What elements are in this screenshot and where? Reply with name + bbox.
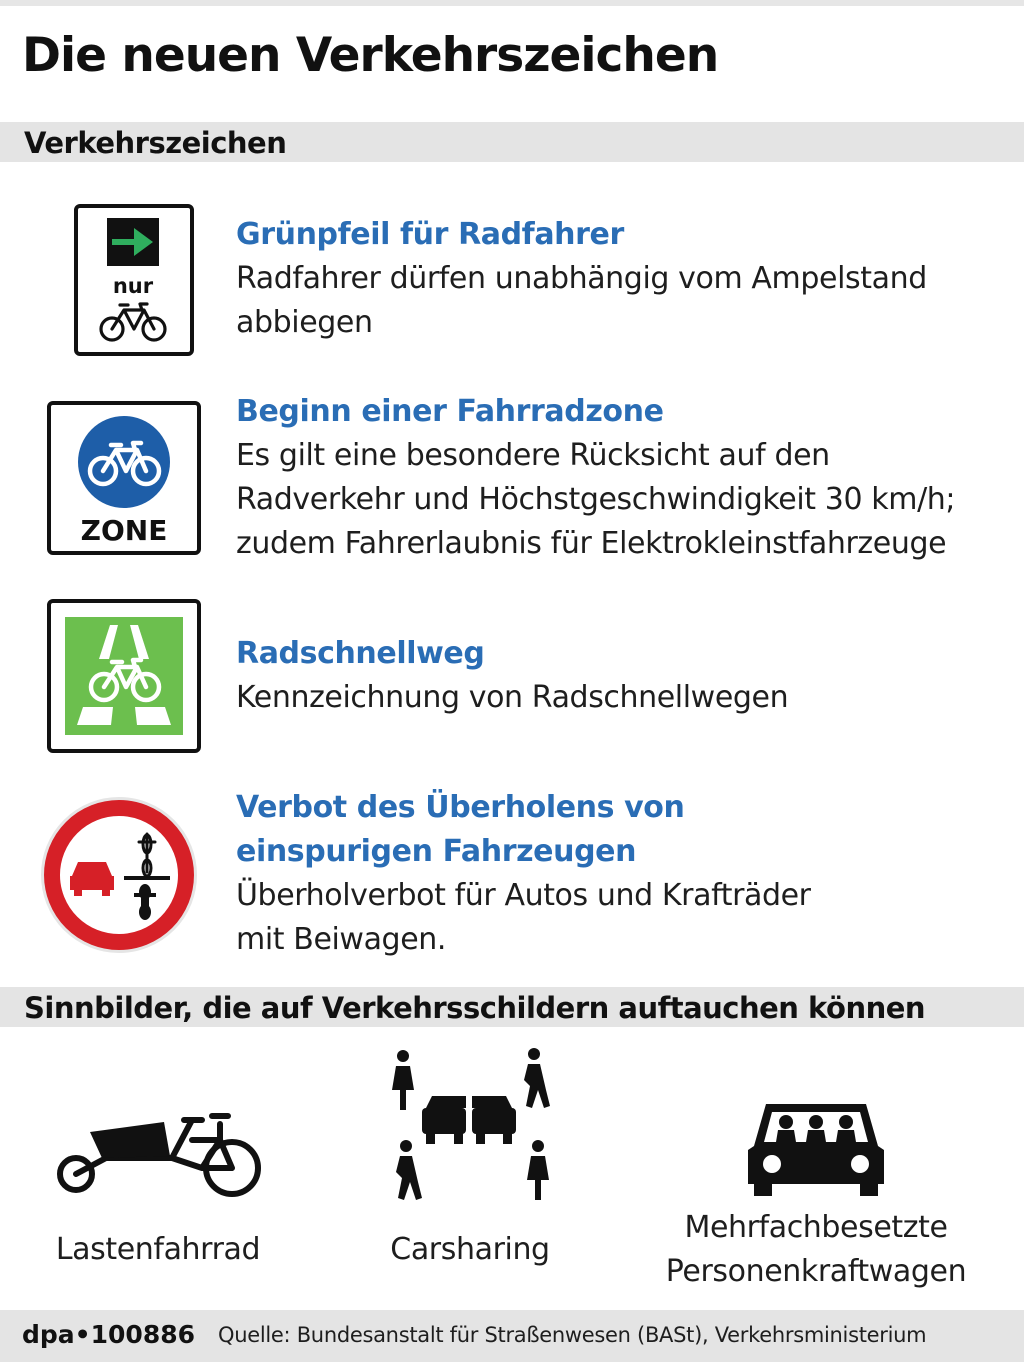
sign-heading: Radschnellweg [236,636,485,671]
sign-description-line: Es gilt eine besondere Rücksicht auf den [236,438,830,473]
sign-description-line: abbiegen [236,305,373,340]
sign-heading: Grünpfeil für Radfahrer [236,217,624,252]
footer [0,1310,1024,1362]
green-arrow-cyclist-sign [74,204,194,356]
bicycle-zone-sign [47,401,201,555]
sign-heading: Beginn einer Fahrradzone [236,394,664,429]
section-label: Verkehrszeichen [24,126,287,160]
sign-description-line: zudem Fahrerlaubnis für Elektrokleinstfahrzeuge [236,526,947,561]
bicycle-expressway-sign [47,599,201,753]
page-title: Die neuen Verkehrszeichen [22,28,719,83]
sign-info-expressway [236,632,1006,720]
symbol-caption [646,1206,986,1294]
section-header-symbols [0,987,1024,1027]
section-header-traffic-signs [0,122,1024,162]
symbol-caption-line: Lastenfahrrad [55,1232,261,1267]
no-overtaking-single-track-sign [38,794,200,956]
cargo-bike-icon [52,1102,264,1202]
symbol-caption [54,1228,262,1272]
sign-description-line: Radfahrer dürfen unabhängig vom Ampelstand [236,261,927,296]
sign-description-line: Kennzeichnung von Radschnellwegen [236,680,789,715]
sign-info-green-arrow [236,213,1006,345]
symbol-caption-line: Carsharing [390,1232,550,1267]
sign-info-no-overtaking [236,786,1006,962]
sign-text-zone: ZONE [80,514,168,547]
footer-brand: dpa•100886 [22,1320,196,1349]
symbol-caption [370,1228,570,1272]
symbol-caption-line: Personenkraftwagen [665,1254,967,1289]
sign-text-nur: nur [112,274,154,298]
symbol-caption-line: Mehrfachbesetzte [684,1210,948,1245]
sign-info-bicycle-zone [236,390,1006,566]
top-rule [0,0,1024,6]
footer-source: Quelle: Bundesanstalt für Straßenwesen (BASt), Verkehrsministerium [218,1323,927,1347]
section-label: Sinnbilder, die auf Verkehrsschildern auftauchen können [24,991,926,1025]
sign-heading: Verbot des Überholens von [236,790,685,825]
sign-description-line: mit Beiwagen. [236,922,447,957]
carsharing-icon [386,1046,556,1208]
multi-occupant-car-icon [744,1090,888,1198]
sign-description-line: Überholverbot für Autos und Krafträder [236,878,811,913]
sign-heading: einspurigen Fahrzeugen [236,834,637,869]
sign-description-line: Radverkehr und Höchstgeschwindigkeit 30 km/h; [236,482,956,517]
